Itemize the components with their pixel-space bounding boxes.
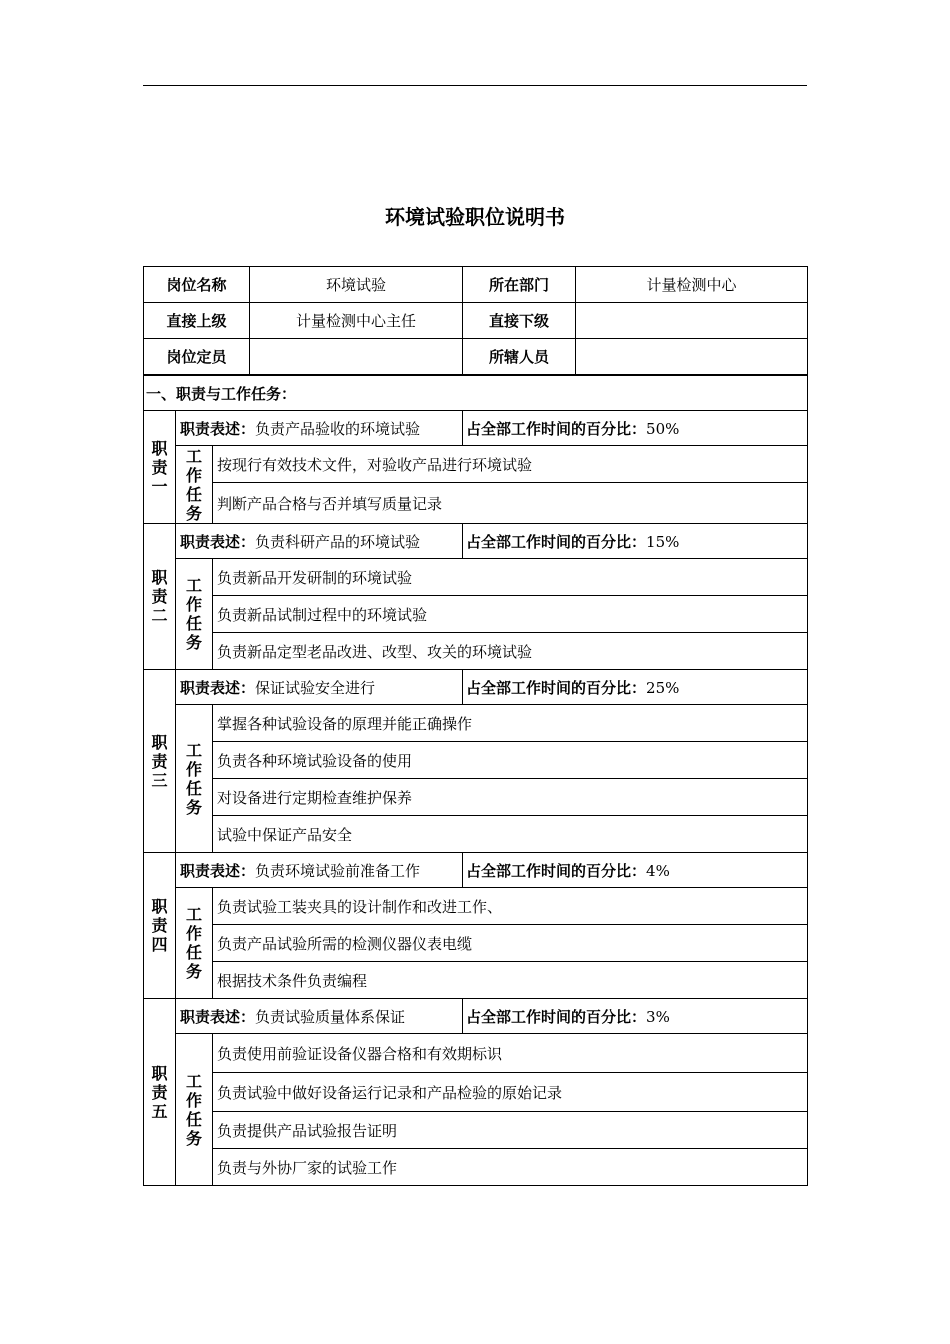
headcount-label: 岗位定员 — [144, 339, 250, 376]
duty-description-label: 职责表述： — [180, 1007, 256, 1026]
duty-name-text: 职责五 — [151, 1063, 168, 1121]
time-percentage-value: 3% — [646, 1007, 670, 1026]
position-name-value: 环境试验 — [250, 267, 463, 303]
work-task-item: 负责产品试验所需的检测仪器仪表电缆 — [213, 925, 808, 962]
time-percentage-label: 占全部工作时间的百分比： — [466, 678, 647, 697]
work-task-item: 负责试验中做好设备运行记录和产品检验的原始记录 — [213, 1073, 808, 1112]
work-task-item: 负责试验工装夹具的设计制作和改进工作、 — [213, 888, 808, 925]
duty-description-label: 职责表述： — [180, 861, 256, 880]
work-task-item: 试验中保证产品安全 — [213, 816, 808, 853]
work-task-label — [176, 888, 213, 999]
subordinate-label: 直接下级 — [463, 303, 576, 339]
work-task-label-text: 工作任务 — [185, 905, 202, 981]
work-task-label-text: 工作任务 — [185, 1071, 202, 1148]
duty-description — [176, 524, 463, 559]
work-task-item: 负责新品开发研制的环境试验 — [213, 559, 808, 596]
time-percentage-label: 占全部工作时间的百分比： — [466, 1007, 647, 1026]
staff-value — [576, 339, 808, 376]
time-percentage-value: 4% — [646, 861, 670, 880]
duty-description — [176, 411, 463, 446]
duty-name — [144, 999, 176, 1186]
job-description-table — [143, 266, 808, 1186]
time-percentage-label: 占全部工作时间的百分比： — [466, 861, 647, 880]
duty-name-text: 职责三 — [151, 732, 168, 790]
work-task-item: 负责新品定型老品改进、改型、攻关的环境试验 — [213, 633, 808, 670]
section-title: 一、职责与工作任务： — [144, 375, 808, 411]
time-percentage-value: 50% — [646, 419, 680, 438]
header-rule — [143, 85, 807, 86]
time-percentage-label: 占全部工作时间的百分比： — [466, 532, 647, 551]
work-task-label — [176, 559, 213, 670]
work-task-item: 负责提供产品试验报告证明 — [213, 1112, 808, 1149]
work-task-item: 负责与外协厂家的试验工作 — [213, 1149, 808, 1186]
duty-name — [144, 411, 176, 524]
duty-description — [176, 670, 463, 705]
duty-name — [144, 670, 176, 853]
duty-name — [144, 524, 176, 670]
duty-description-text: 保证试验安全进行 — [255, 678, 376, 697]
supervisor-value: 计量检测中心主任 — [250, 303, 463, 339]
work-task-label — [176, 446, 213, 524]
duty-description — [176, 999, 463, 1034]
duty-time-percentage — [463, 670, 808, 705]
work-task-label-text: 工作任务 — [185, 576, 202, 652]
duty-name — [144, 853, 176, 999]
duty-description — [176, 853, 463, 888]
department-value: 计量检测中心 — [576, 267, 808, 303]
work-task-item: 负责使用前验证设备仪器合格和有效期标识 — [213, 1034, 808, 1073]
work-task-label — [176, 705, 213, 853]
duty-time-percentage — [463, 853, 808, 888]
duty-description-label: 职责表述： — [180, 419, 256, 438]
duty-description-text: 负责产品验收的环境试验 — [255, 419, 421, 438]
work-task-item: 判断产品合格与否并填写质量记录 — [213, 483, 808, 524]
duty-description-text: 负责试验质量体系保证 — [255, 1007, 406, 1026]
work-task-item: 掌握各种试验设备的原理并能正确操作 — [213, 705, 808, 742]
duty-description-text: 负责环境试验前准备工作 — [255, 861, 421, 880]
position-name-label: 岗位名称 — [144, 267, 250, 303]
staff-label: 所辖人员 — [463, 339, 576, 376]
duty-time-percentage — [463, 524, 808, 559]
work-task-item: 负责新品试制过程中的环境试验 — [213, 596, 808, 633]
time-percentage-value: 25% — [646, 678, 680, 697]
work-task-item: 根据技术条件负责编程 — [213, 962, 808, 999]
work-task-item: 负责各种环境试验设备的使用 — [213, 742, 808, 779]
duty-description-label: 职责表述： — [180, 532, 256, 551]
time-percentage-label: 占全部工作时间的百分比： — [466, 419, 647, 438]
duty-name-text: 职责二 — [151, 568, 168, 625]
duties-body — [144, 411, 808, 1186]
duty-name-text: 职责一 — [151, 438, 168, 496]
time-percentage-value: 15% — [646, 532, 680, 551]
supervisor-label: 直接上级 — [144, 303, 250, 339]
department-label: 所在部门 — [463, 267, 576, 303]
subordinate-value — [576, 303, 808, 339]
work-task-label-text: 工作任务 — [185, 446, 202, 523]
work-task-item: 对设备进行定期检查维护保养 — [213, 779, 808, 816]
headcount-value — [250, 339, 463, 376]
duty-name-text: 职责四 — [151, 897, 168, 954]
work-task-item: 按现行有效技术文件，对验收产品进行环境试验 — [213, 446, 808, 483]
duty-description-label: 职责表述： — [180, 678, 256, 697]
duty-description-text: 负责科研产品的环境试验 — [255, 532, 421, 551]
work-task-label — [176, 1034, 213, 1186]
document-title: 环境试验职位说明书 — [385, 205, 565, 229]
duty-time-percentage — [463, 999, 808, 1034]
duty-time-percentage — [463, 411, 808, 446]
work-task-label-text: 工作任务 — [185, 740, 202, 817]
